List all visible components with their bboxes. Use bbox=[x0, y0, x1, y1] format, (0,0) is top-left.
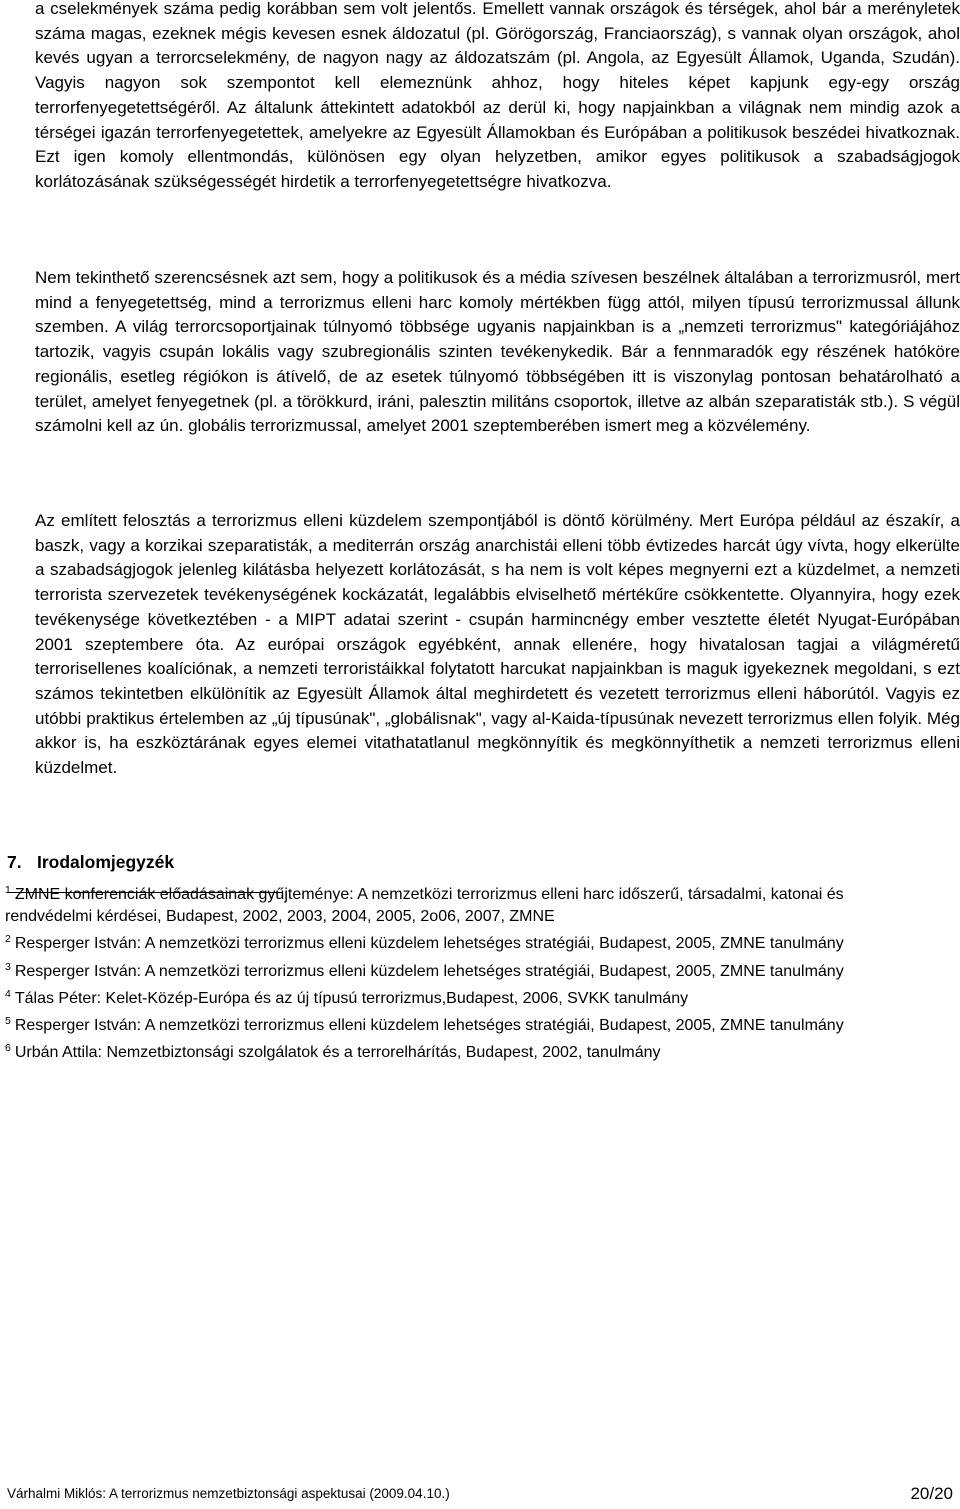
page-number: 20/20 bbox=[910, 1484, 953, 1503]
footnote-text: Resperger István: A nemzetközi terrorizmus elleni küzdelem lehetséges stratégiái, Budapest, 2005, ZMNE tanulmány bbox=[14, 935, 844, 953]
footnote-item bbox=[5, 879, 935, 928]
footnote-text: Resperger István: A nemzetközi terrorizmus elleni küzdelem lehetséges stratégiái, Budapest, 2005, ZMNE tanulmány bbox=[14, 1017, 844, 1035]
footnote-text: Resperger István: A nemzetközi terrorizmus elleni küzdelem lehetséges stratégiái, Budapest, 2005, ZMNE tanulmány bbox=[14, 962, 844, 980]
body-paragraph-2: Nem tekinthető szerencsésnek azt sem, hogy a politikusok és a média szívesen beszélnek általában a terrorizmusról, mert mind a fenyegetettség, mind a terrorizmus elleni harc komoly mértékben függ attól, milyen típusú terrorizmussal állunk szemben. A világ terrorcsoportjainak túlnyomó többsége ugyanis napjainkban is a „nemzeti terrorizmus" kategóriájához tartozik, vagyis csupán lokális vagy szubregionális szinten tevékenykedik. Bár a fennmaradók egy részének hatóköre regionális, esetleg régiókon is átívelő, de az esetek túlnyomó többségében itt is viszonylag pontosan behatárolható a terület, amelyet fenyegetnek (pl. a törökkurd, iráni, palesztin militáns csoportok, illetve az albán szeparatisták stb.). S végül számolni kell az ún. globális terrorizmussal, amelyet 2001 szeptemberében ismert meg a közvélemény. bbox=[35, 268, 960, 436]
footnote-item bbox=[5, 1010, 935, 1037]
page-footer-citation: Várhalmi Miklós: A terrorizmus nemzetbiztonsági aspektusai (2009.04.10.) bbox=[7, 1486, 450, 1501]
section-title: Irodalomjegyzék bbox=[37, 852, 175, 872]
body-paragraph-3: Az említett felosztás a terrorizmus elleni küzdelem szempontjából is döntő körülmény. Mert Európa például az északír, a baszk, vagy a korzikai szeparatisták, a mediterrán ország anarchistái elleni több évtizedes harcát úgy vívta, hogy elkerülte a szabadságjogok jelenleg kilátásba helyezett korlátozását, s ha nem is volt képes megnyerni ezt a küzdelmet, a nemzeti terrorista szervezetek tevékenységének kockázatát, legalábbis elviselhető mértékűre csökkentette. Olyannyira, hogy ezek tevékenysége következtében - a MIPT adatai szerint - csupán harmincnégy ember vesztette életét Nyugat-Európában 2001 szeptembere óta. Az európai országok egyébként, annak ellenére, hogy hivatalosan tagjai a világméretű terrorisellenes koalíciónak, a nemzeti terroristáikkal folytatott harcukat napjainkban is maguk igyekeznek megoldani, s ezt számos tekintetben elkülönítik az Egyesült Államok által meghirdetett és vezetett terrorizmus elleni háborútól. Vagyis ez utóbbi praktikus értelemben az „új típusúnak", „globálisnak", vagy al-Kaida-típusúnak nevezett terrorizmus ellen folyik. Még akkor is, ha eszköztárának egyes elemei vitathatatlanul megkönnyítik és megkönnyíthetik a nemzeti terrorizmus elleni küzdelmet. bbox=[35, 511, 960, 778]
footnote-text: ZMNE konferenciák előadásainak gyűjteménye: A nemzetközi terrorizmus elleni harc időszerű, társadalmi, katonai és rendvédelmi kérdései, Budapest, 2002, 2003, 2004, 2005, 2o06, 2007, ZMNE bbox=[5, 886, 844, 926]
footnote-text: Tálas Péter: Kelet-Közép-Európa és az új típusú terrorizmus,Budapest, 2006, SVKK tanulmány bbox=[14, 989, 689, 1007]
footnote-mark: 2 bbox=[5, 933, 11, 946]
footnote-text: Urbán Attila: Nemzetbiztonsági szolgálatok és a terrorelhárítás, Budapest, 2002, tanulmány bbox=[14, 1044, 661, 1062]
footnote-item bbox=[5, 928, 935, 955]
footnote-list bbox=[5, 879, 935, 1064]
footnote-mark: 4 bbox=[5, 987, 11, 1000]
footnote-item bbox=[5, 1037, 935, 1064]
section-number: 7. bbox=[7, 852, 22, 872]
footnote-item bbox=[5, 956, 935, 983]
footnote-mark: 1 bbox=[5, 884, 11, 896]
footnote-item bbox=[5, 983, 935, 1010]
footnote-mark: 3 bbox=[5, 960, 11, 973]
footnote-mark: 5 bbox=[5, 1015, 11, 1028]
footnote-mark: 6 bbox=[5, 1042, 11, 1055]
section-heading bbox=[7, 852, 174, 873]
body-paragraph-1: a cselekmények száma pedig korábban sem volt jelentős. Emellett vannak országok és térségek, ahol bár a merényletek száma magas, ezeknek mégis kevesen esnek áldozatul (pl. Görögország, Franciaország), s vannak olyan országok, ahol kevés ugyan a terrorcselekmény, de nagyon nagy az áldozatszám (pl. Angola, az Egyesült Államok, Uganda, Szudán). Vagyis nagyon sok szempontot kell elemeznünk ahhoz, hogy hiteles képet kapjunk egy-egy ország terrorfenyegetettségéről. Az általunk áttekintett adatokból az derül ki, hogy napjainkban a világnak nem mindig azok a térségei igazán terrorfenyegetettek, amelyekre az Egyesült Államokban és Európában a politikusok beszédei hivatkoznak. Ezt igen komoly ellentmondás, különösen egy olyan helyzetben, amikor egyes politikusok a szabadságjogok korlátozásának szükségességét hirdetik a terrorfenyegetettségre hivatkozva. bbox=[35, 0, 960, 191]
